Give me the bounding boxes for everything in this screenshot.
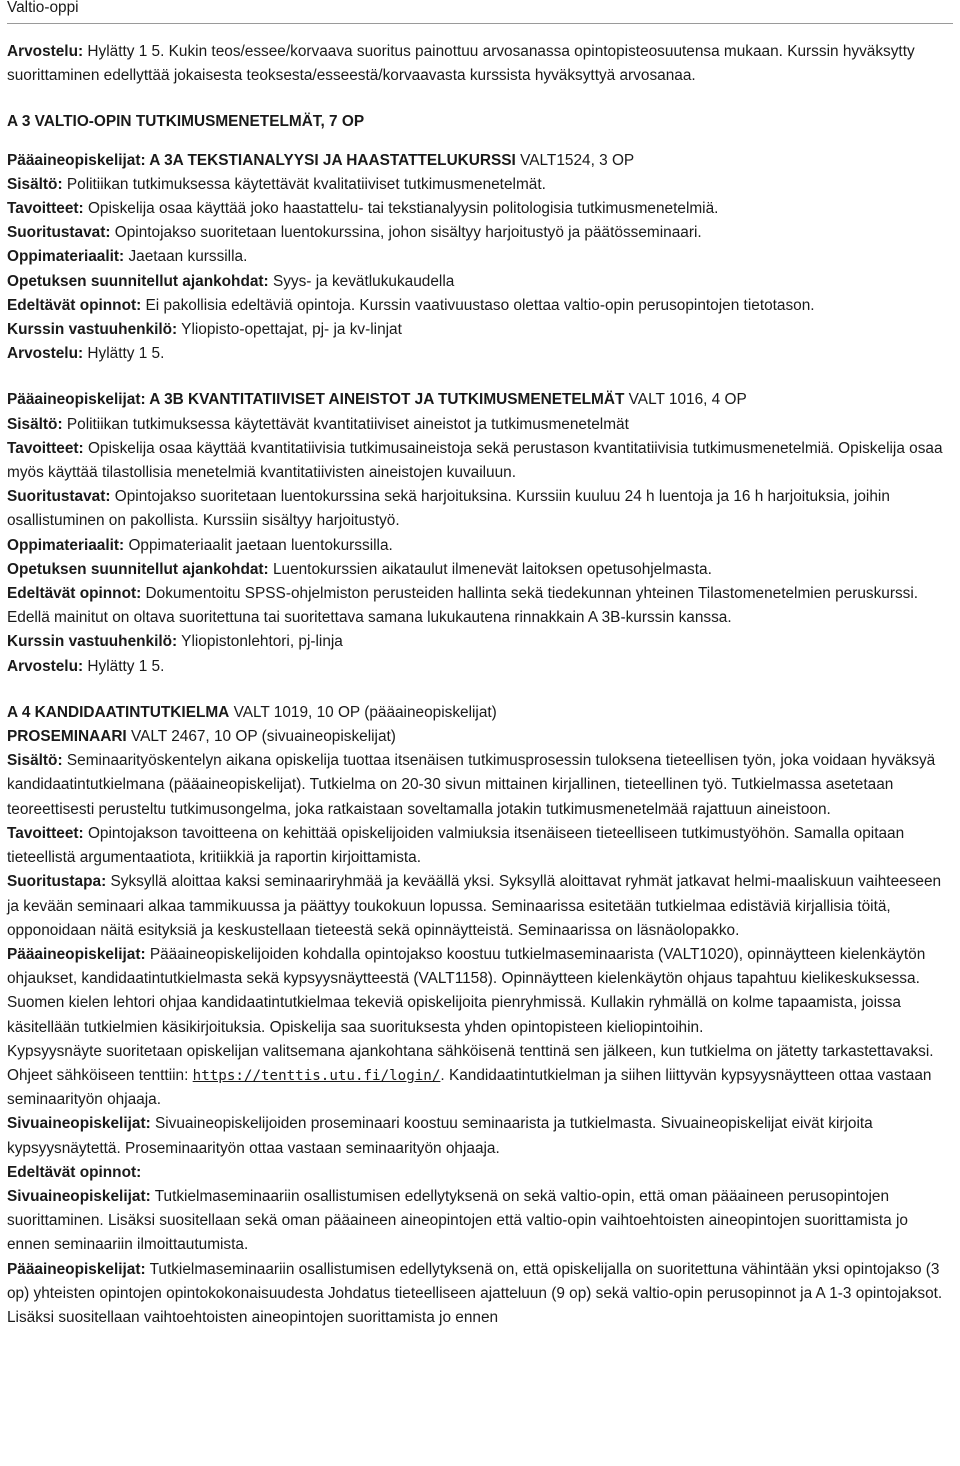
seminar-rest: VALT 2467, 10 OP (sivuaineopiskelijat) — [126, 728, 396, 746]
a3-sisalto — [7, 173, 953, 197]
a4-tavoitteet — [7, 822, 953, 870]
text: Seminaarityöskentelyn aikana opiskelija tuottaa itsenäisen tutkimusprosessin tuloksena tieteellisen työn, joka voidaan hyväksyä kandidaatintutkielmana (pääaineopiskelijat). Tutkielma on 20-30 sivun mittainen kirjallinen, tieteellinen työ. Tutkielmassa asetetaan teoreettisesti perusteltu tutkimusongelma, joka ratkaistaan soveltamalla jotakin tutkimusmenetelmää rajattuun aineistoon. — [7, 752, 936, 818]
label: Tavoitteet: — [7, 824, 84, 842]
a3b-arvostelu — [7, 655, 953, 679]
label: Opetuksen suunnitellut ajankohdat: — [7, 560, 269, 578]
a3-oppimateriaalit — [7, 245, 953, 269]
label: Arvostelu: — [7, 657, 84, 675]
course-name: A 3B KVANTITATIIVISET AINEISTOT JA TUTKIMUSMENETELMÄT — [145, 391, 625, 409]
text: Opiskelija osaa käyttää joko haastattelu- tai tekstianalyysin politologisia tutkimusmenetelmiä. — [83, 200, 719, 218]
label: Suoritustavat: — [7, 224, 111, 242]
text: Yliopistonlehtori, pj-linja — [177, 633, 343, 651]
a4-seminar-title — [7, 725, 953, 749]
label: Kurssin vastuuhenkilö: — [7, 321, 178, 339]
text: Syksyllä aloittaa kaksi seminaariryhmää ja keväällä yksi. Syksyllä aloittavat ryhmät jatkavat helmi-maaliskuun vaihteeseen ja kevään seminaari alkaa tammikuussa ja päättyy toukokuun lopussa. Seminaarissa esitetään tutkielmaa edistäviä kirjallisia töitä, opponoidaan näitä esityksiä ja keskustellaan tieteestä sekä opinnäytteistä. Seminaarissa on läsnäolopakko. — [7, 873, 942, 939]
a3-course — [7, 149, 953, 173]
text: Hylätty 1 5. — [83, 657, 165, 675]
text: Dokumentoitu SPSS-ohjelmiston perusteiden hallinta sekä tiedekunnan yhteinen Tilastomenetelmien peruskurssi. Edellä mainitut on oltava suoritettuna tai suoritettava samana lukukautena rinnakkain A 3B-kurssin kanssa. — [7, 585, 919, 627]
a4-edeltavat — [7, 1161, 953, 1185]
label: Arvostelu: — [7, 43, 84, 60]
a3b-ajankohdat — [7, 558, 953, 582]
label: Edeltävät opinnot: — [7, 1163, 142, 1181]
text: Oppimateriaalit jaetaan luentokurssilla. — [124, 536, 393, 554]
text: Tutkielmaseminaariin osallistumisen edellytyksenä on sekä valtio-opin, että oman pääaineen perusopintojen suorittaminen. Lisäksi suositellaan sekä oman pääaineen aineopintojen että valtio-opin vaihtoehtoisten aineopintojen suorittamista jo ennen seminaariin ilmoittautumista. — [7, 1187, 908, 1254]
label: Arvostelu: — [7, 345, 84, 363]
a3b-sisalto — [7, 413, 953, 437]
a3-ajankohdat — [7, 270, 953, 294]
text: Opiskelija osaa käyttää kvantitatiivisia tutkimusaineistoja sekä perustason kvantitatiivisia tutkimusmenetelmiä. Opiskelija osaa myös käyttää tilastollisia menetelmiä kvantitatiivisten aineistojen kuvailuun. — [7, 439, 943, 482]
header-title: Valtio-oppi — [7, 0, 79, 16]
text: Yliopisto-opettajat, pj- ja kv-linjat — [177, 321, 402, 339]
a3-arvostelu — [7, 342, 953, 366]
label: Sisältö: — [7, 175, 63, 193]
label: Pääaineopiskelijat: — [7, 1260, 146, 1278]
label: Pääaineopiskelijat: — [7, 391, 146, 409]
spacer — [7, 88, 953, 110]
course-code: VALT 1016, 4 OP — [624, 391, 747, 409]
a4-title — [7, 701, 953, 725]
label: Suoritustavat: — [7, 488, 111, 506]
text: Opintojakso suoritetaan luentokurssina, johon sisältyy harjoitustyö ja päätösseminaari. — [110, 224, 702, 242]
seminar-title: PROSEMINAARI — [7, 728, 127, 746]
label: Oppimateriaalit: — [7, 248, 125, 266]
document-page — [7, 0, 953, 1330]
text: Ei pakollisia edeltäviä opintoja. Kurssin vaativuustaso olettaa valtio-opin perusopintojen tietotason. — [141, 296, 815, 314]
text: Pääaineopiskelijoiden kohdalla opintojakso koostuu tutkielmaseminaarista (VALT1020), opinnäytteen kielenkäytön ohjaukset, kandidaatintutkielmasta sekä kypsyysnäytteestä (VALT1158). Opinnäytteen kielenkäytön ohjaus tapahtuu kielikeskuksessa. Suomen kielen lehtori ohjaa kandidaatintutkielmaa tekeviä opiskelijoita pienryhmissä. Kullakin ryhmällä on kolme tapaamista, joissa käsitellään tutkielmien käsikirjoituksia. Opiskelija saa suorituksesta yhden opintopisteen kieliopintoihin. — [7, 945, 926, 1036]
section-title-a4: A 4 KANDIDAATINTUTKIELMA — [7, 703, 230, 721]
page-header — [7, 0, 953, 20]
course-code: VALT1524, 3 OP — [515, 151, 635, 169]
spacer — [7, 135, 953, 149]
a3-edeltavat — [7, 294, 953, 318]
text: Kypsyysnäyte suoritetaan opiskelijan valitsemana ajankohtana sähköisenä tenttinä sen jälkeen, kun tutkielma on jätetty tarkastettavaksi. Ohjeet sähköiseen tenttiin: — [7, 1042, 934, 1084]
label: Edeltävät opinnot: — [7, 585, 142, 603]
label: Sivuaineopiskelijat: — [7, 1115, 151, 1133]
text: Sivuaineopiskelijoiden proseminaari koostuu seminaarista ja tutkielmasta. Sivuaineopiskelijat eivät kirjoita kypsyysnäytettä. Proseminaarityön ottaa vastaan seminaarityön ohjaaja. — [7, 1115, 873, 1157]
a3-vastuu — [7, 318, 953, 342]
header-divider — [7, 23, 953, 24]
text: Politiikan tutkimuksessa käytettävät kvalitatiiviset tutkimusmenetelmät. — [62, 175, 546, 193]
label: Tavoitteet: — [7, 439, 84, 457]
text: Syys- ja kevätlukukaudella — [268, 272, 455, 290]
label: Suoritustapa: — [7, 873, 107, 891]
label: Edeltävät opinnot: — [7, 296, 142, 314]
a4-sivuaine-edeltavat — [7, 1185, 953, 1258]
text: Jaetaan kurssilla. — [124, 248, 248, 266]
label: Pääaineopiskelijat: — [7, 151, 146, 169]
spacer — [7, 679, 953, 701]
label: Tavoitteet: — [7, 200, 84, 218]
label: Sivuaineopiskelijat: — [7, 1187, 151, 1205]
text: Tutkielmaseminaariin osallistumisen edellytyksenä on, että opiskelijalla on suoritettuna vähintään yksi opintojakso (3 op) yhteisten opintojen opintokokonaisuudesta Johdatus tieteelliseen ajatteluun (9 op) sekä valtio-opin perusopinnot ja A 1-3 opintojaksot. Lisäksi suositellaan vaihtoehtoisten aineopintojen suorittamista jo ennen — [7, 1260, 943, 1326]
a4-paaaine — [7, 943, 953, 1040]
a4-paaaine-edeltavat — [7, 1258, 953, 1331]
spacer — [7, 366, 953, 388]
a4-suoritustapa — [7, 870, 953, 943]
a3b-edeltavat — [7, 582, 953, 630]
text: Opintojakson tavoitteena on kehittää opiskelijoiden valmiuksia itsenäiseen tieteelliseen tutkimustyöhön. Samalla opitaan tieteellistä argumentaatiota, kritiikkiä ja raportin kirjoittamista. — [7, 824, 905, 867]
a3b-oppimateriaalit — [7, 534, 953, 558]
text: . Kandidaatintutkielman ja siihen liittyvän kypsyysnäytteen ottaa vastaan seminaarityön ohjaaja. — [7, 1066, 932, 1109]
text: Luentokurssien aikataulut ilmenevät laitoksen opetusohjelmasta. — [268, 560, 712, 578]
text: Opintojakso suoritetaan luentokurssina sekä harjoituksina. Kurssiin kuuluu 24 h luentoja ja 16 h harjoituksia, joihin osallistuminen on pakollista. Kurssiin sisältyy harjoitustyö. — [7, 488, 890, 530]
title-rest: VALT 1019, 10 OP (pääaineopiskelijat) — [229, 703, 497, 721]
text: Hylätty 1 5. — [83, 345, 165, 363]
a4-sisalto — [7, 749, 953, 822]
a3-suoritustavat — [7, 221, 953, 245]
label: Pääaineopiskelijat: — [7, 945, 146, 963]
section-title-a3: A 3 VALTIO-OPIN TUTKIMUSMENETELMÄT, 7 OP — [7, 113, 365, 131]
label: Opetuksen suunnitellut ajankohdat: — [7, 272, 269, 290]
label: Kurssin vastuuhenkilö: — [7, 633, 178, 651]
a3b-course — [7, 388, 953, 412]
a3-tavoitteet — [7, 197, 953, 221]
a3b-vastuu — [7, 630, 953, 654]
a4-kypsyysnayte — [7, 1040, 953, 1113]
a4-sivuaine — [7, 1112, 953, 1160]
text: Hylätty 1 5. Kukin teos/essee/korvaava suoritus painottuu arvosanassa opintopisteosuutensa mukaan. Kurssin hyväksytty suorittaminen edellyttää jokaisesta teoksesta/esseestä/korvaavasta kurssista hyväksyttyä arvosanaa. — [7, 43, 915, 85]
tentti-link[interactable]: https://tenttis.utu.fi/login/ — [192, 1067, 441, 1084]
label: Sisältö: — [7, 752, 63, 770]
intro-arvostelu — [7, 40, 953, 88]
label: Oppimateriaalit: — [7, 536, 125, 554]
a3b-suoritustavat — [7, 485, 953, 533]
text: Politiikan tutkimuksessa käytettävät kvantitatiiviset aineistot ja tutkimusmenetelmät — [62, 415, 629, 433]
label: Sisältö: — [7, 415, 63, 433]
course-name: A 3A TEKSTIANALYYSI JA HAASTATTELUKURSSI — [145, 151, 516, 169]
a3b-tavoitteet — [7, 437, 953, 485]
